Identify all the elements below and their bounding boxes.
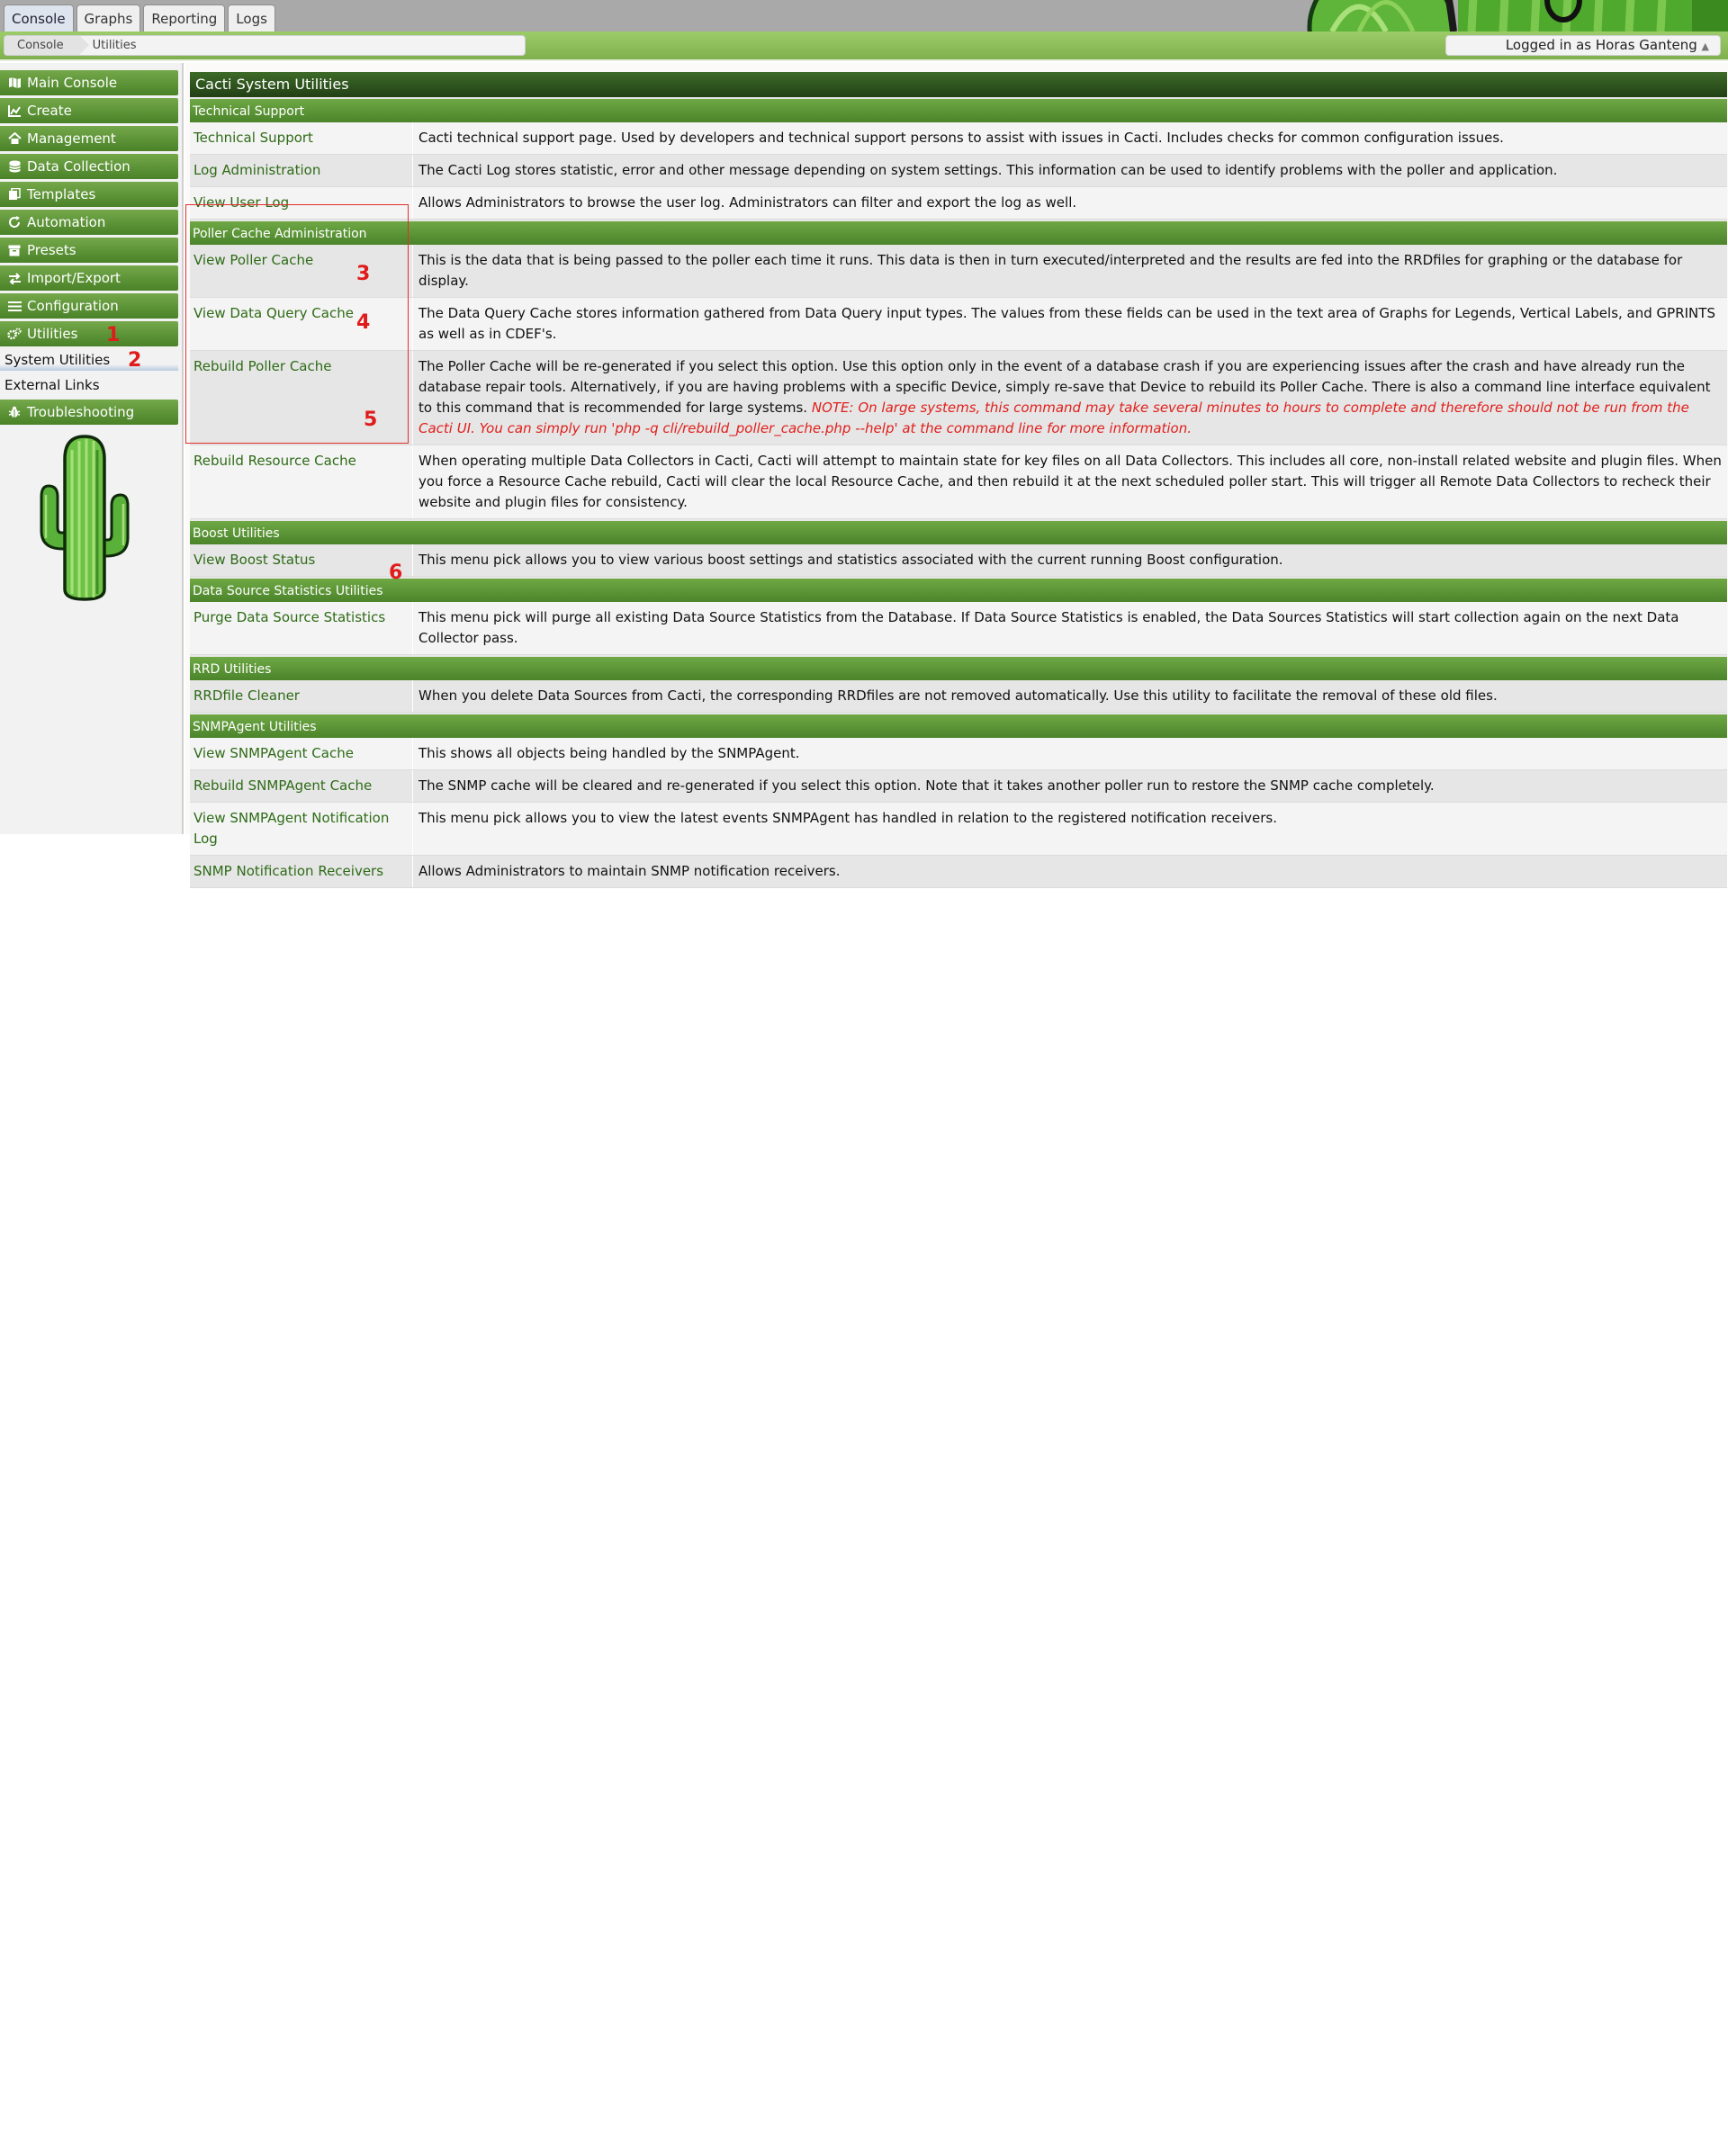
page-title: Cacti System Utilities [190,72,1727,97]
sidebar-item-label: Automation [27,214,106,230]
row-description: When you delete Data Sources from Cacti, the corresponding RRDfiles are not removed automatically. Use this utility to facilitate the removal of these old files. [418,687,1498,704]
sidebar-item-label: Presets [27,242,76,258]
row-description: The Cacti Log stores statistic, error and other message depending on system settings. This information can be used to identify problems with the poller and application. [418,162,1558,178]
refresh-icon [7,215,22,229]
table-row [190,245,1727,298]
gears-icon [7,327,22,341]
database-icon [7,159,22,174]
link-view-snmpagent-cache[interactable]: View SNMPAgent Cache [190,738,413,769]
sidebar-item-management[interactable] [0,126,178,151]
home-icon [7,131,22,146]
table-row [190,351,1727,445]
row-description: Allows Administrators to browse the user log. Administrators can filter and export the log as well. [418,194,1077,211]
sidebar [0,63,184,834]
callout-4: 4 [356,311,371,334]
section-header-snmpagent: SNMPAgent Utilities [190,713,1727,738]
table-row [190,856,1727,888]
sidebar-item-label: Management [27,130,116,147]
note-warning: NOTE: On large systems, this command may take several minutes to hours to complete and therefore should not be run from the Cacti UI. You can simply run 'php -q cli/rebuild_poller_cache.php --help' at the command line for more information. [418,400,1689,436]
table-row [190,445,1727,519]
row-description: This menu pick will purge all existing Data Source Statistics from the Database. If Data Source Statistics is enabled, the Data Sources Statistics will start collection again on the next Data Collector pass. [418,609,1679,646]
sidebar-menu [0,70,178,427]
row-description: When operating multiple Data Collectors in Cacti, Cacti will attempt to maintain state for key files on all Data Collectors. This includes all core, non-install related website and plugin files. When you force a Resource Cache rebuild, Cacti will clear the local Resource Cache, and then rebuild it at the next scheduled poller start. This will trigger all Remote Data Collectors to recheck their website and plugin files for consistency. [418,453,1722,510]
link-view-data-query-cache[interactable]: View Data Query Cache [190,298,413,350]
sidebar-item-presets[interactable] [0,238,178,263]
callout-5: 5 [364,409,378,431]
table-row [190,298,1727,351]
sidebar-item-create[interactable] [0,98,178,123]
section-header-poller-cache: Poller Cache Administration [190,220,1727,245]
caret-up-icon: ▲ [1701,40,1709,52]
table-row [190,738,1727,770]
row-description: Allows Administrators to maintain SNMP notification receivers. [418,863,841,879]
sidebar-item-data-collection[interactable] [0,154,178,179]
chart-icon [7,103,22,118]
archive-icon [7,243,22,257]
row-description: The SNMP cache will be cleared and re-generated if you select this option. Note that it takes another poller run to restore the SNMP cache completely. [418,777,1435,794]
section-header-technical-support: Technical Support [190,97,1727,122]
sidebar-item-label: Troubleshooting [27,404,135,420]
link-view-snmpagent-notification-log[interactable]: View SNMPAgent Notification Log [190,803,413,855]
sidebar-item-label: Utilities [27,326,78,342]
user-menu[interactable] [1445,35,1721,56]
section-header-data-source-statistics: Data Source Statistics Utilities [190,577,1727,602]
link-rebuild-poller-cache[interactable]: Rebuild Poller Cache [190,351,413,445]
tab-console[interactable]: Console [4,4,74,31]
section-header-boost: Boost Utilities [190,519,1727,544]
table-row [190,602,1727,655]
table-row [190,544,1727,577]
exchange-icon [7,271,22,285]
main-content [185,63,1728,879]
link-view-poller-cache[interactable]: View Poller Cache [190,245,413,297]
table-row [190,187,1727,220]
link-view-user-log[interactable]: View User Log [190,187,413,219]
tab-graphs[interactable]: Graphs [76,4,141,31]
row-description: Cacti technical support page. Used by developers and technical support persons to assist with issues in Cacti. Includes checks for common configuration issues. [418,130,1504,146]
sidebar-item-import-export[interactable] [0,265,178,291]
callout-2: 2 [128,349,142,372]
tab-logs[interactable]: Logs [228,4,275,31]
sidebar-item-label: Create [27,103,72,119]
link-rrdfile-cleaner[interactable]: RRDfile Cleaner [190,680,413,712]
utilities-panel [190,72,1727,888]
sidebar-subitem-system-utilities[interactable]: System Utilities [0,349,178,371]
sidebar-item-label: Templates [27,186,96,202]
row-description: The Data Query Cache stores information gathered from Data Query input types. The values from these fields can be used in the text area of Graphs for Legends, Vertical Labels, and GPRINTS as well as in CDEF's. [418,305,1715,342]
row-description: This menu pick allows you to view the latest events SNMPAgent has handled in relation to the registered notification receivers. [418,810,1278,826]
callout-6: 6 [389,561,403,584]
row-description-text: The Poller Cache will be re-generated if you select this option. Use this option only in the event of a database crash if you are experiencing issues after the crash and have already run the database repair tools. Alternatively, if you are having problems with a specific Device, simply re-save that Device to rebuild its Poller Cache. There is also a command line interface equivalent to this command that is recommended for large systems. [418,358,1711,416]
row-description: This menu pick allows you to view various boost settings and statistics associated with the current running Boost configuration. [418,552,1283,568]
link-view-boost-status[interactable]: View Boost Status [190,544,413,576]
breadcrumb [4,35,526,56]
top-tabs [4,4,275,31]
table-row [190,770,1727,803]
sidebar-item-label: Import/Export [27,270,121,286]
link-snmp-notification-receivers[interactable]: SNMP Notification Receivers [190,856,413,887]
sidebar-item-troubleshooting[interactable] [0,400,178,425]
section-header-rrd: RRD Utilities [190,655,1727,680]
link-purge-data-source-statistics[interactable]: Purge Data Source Statistics [190,602,413,654]
cactus-logo [31,432,139,603]
link-technical-support[interactable]: Technical Support [190,122,413,154]
sidebar-item-templates[interactable] [0,182,178,207]
sidebar-subitem-external-links[interactable]: External Links [4,377,100,393]
link-rebuild-resource-cache[interactable]: Rebuild Resource Cache [190,445,413,518]
link-rebuild-snmpagent-cache[interactable]: Rebuild SNMPAgent Cache [190,770,413,802]
sidebar-item-label: Configuration [27,298,119,314]
map-icon [7,76,22,90]
tab-reporting[interactable]: Reporting [143,4,225,31]
breadcrumb-utilities[interactable]: Utilities [92,39,137,52]
table-row [190,155,1727,187]
table-row [190,803,1727,856]
sidebar-item-configuration[interactable] [0,293,178,319]
list-icon [7,299,22,313]
breadcrumb-bar [0,31,1728,61]
bug-icon [7,405,22,419]
breadcrumb-console[interactable]: Console [4,36,80,55]
sidebar-item-automation[interactable] [0,210,178,235]
cactus-banner-art [1296,0,1728,31]
sidebar-item-utilities[interactable] [0,321,178,346]
sidebar-item-label: Main Console [27,75,118,91]
row-description [413,351,1727,445]
copy-icon [7,187,22,202]
logged-in-label: Logged in as Horas Ganteng [1505,37,1697,53]
row-description: This is the data that is being passed to the poller each time it runs. This data is then in turn executed/interpreted and the results are fed into the RRDfiles for graphing or the database for display. [418,252,1683,289]
sidebar-item-main-console[interactable] [0,70,178,95]
row-description: This shows all objects being handled by the SNMPAgent. [418,745,800,761]
top-bar [0,0,1728,31]
table-row [190,122,1727,155]
sidebar-item-label: Data Collection [27,158,130,175]
link-log-administration[interactable]: Log Administration [190,155,413,186]
callout-1: 1 [106,324,121,346]
callout-3: 3 [356,263,371,285]
table-row [190,680,1727,713]
